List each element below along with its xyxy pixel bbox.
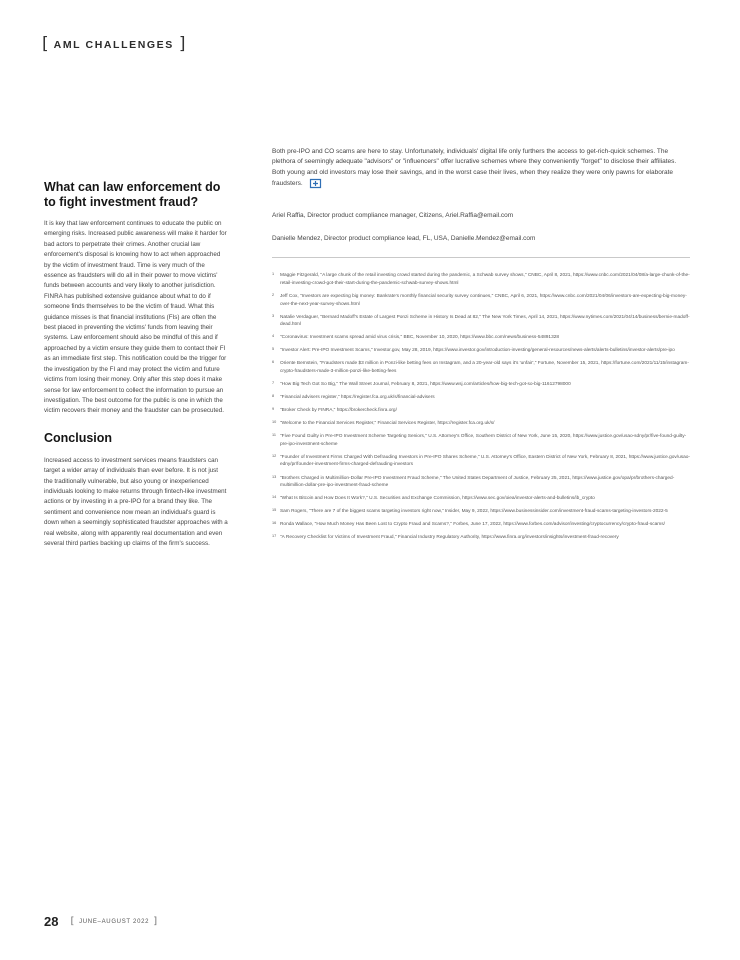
endnote-number: 12	[272, 453, 277, 458]
endnote-text: Ronda Wallace, "How Much Money Has Been Lost to Crypto Fraud and Scams?," Forbes, June 17, 2022, https://www.forbes.com/advisor/investing/cryptocurrency/crypto-fraud-scams/	[280, 522, 665, 528]
bracket-right: ]	[153, 916, 158, 927]
endnote-text: "Investor Alert: Pre-IPO Investment Scams," Investor.gov, May 28, 2019, https://www.investor.gov/introduction-investing/general-resources/news-alerts/alerts-bulletins/investor-alerts/pre-ipo	[280, 348, 675, 354]
endnote	[272, 495, 690, 503]
endnote	[272, 433, 690, 448]
endnote	[272, 420, 690, 428]
endnote	[272, 454, 690, 469]
endnote	[272, 508, 690, 516]
endnote-text: "Broker Check by FINRA," https://brokercheck.finra.org/	[280, 408, 397, 414]
endnote-text: Jeff Cox, "Investors are expecting big money: Bankrate's monthly financial security survey continues," CNBC, April 6, 2021, https://www.cnbc.com/2021/04/06/investors-are-expecting-big-money-over-the-next-year-survey-shows.html	[280, 294, 687, 307]
endnote-number: 17	[272, 534, 277, 539]
right-column	[272, 147, 690, 548]
endnote	[272, 293, 690, 308]
article-end-icon	[309, 178, 322, 189]
endnote	[272, 394, 690, 402]
endnote	[272, 314, 690, 329]
author-line: Ariel Raffia, Director product compliance manager, Citizens, Ariel.Raffia@email.com	[272, 212, 514, 220]
endnote	[272, 475, 690, 490]
endnote-number: 10	[272, 420, 277, 425]
endnote-text: Sam Rogers, "There are 7 of the biggest scams targeting investors right now," Insider, May 9, 2022, https://www.businessinsider.com/investment-fraud-scams-targeting-investors-2022-5	[280, 509, 668, 515]
endnote	[272, 360, 690, 375]
endnote-text: "A Recovery Checklist for Victims of Investment Fraud," Financial Industry Regulatory Authority, https://www.finra.org/investors/insights/investment-fraud-recovery	[280, 535, 619, 541]
body-paragraph-1: It is key that law enforcement continues to educate the public on emerging risks. Increased public awareness will make it harder for bad actors to perpetrate their crimes. Another crucial law enforcement's disposal is knowing how to act when approached by the victim of investment fraud. Time is very much of the essence as fraudsters will do all in their power to move victims' funds between accounts and very likely to another jurisdiction. FINRA has published extensive guidance about what to do if someone finds themselves to be the victim of fraud. What this guidance misses is that financial institutions (FIs) are often the best placed in preventing the victims' funds from leaving their systems. Law enforcement should also be mindful of this and if approached by a victim ensure they guide them to contact their FI as an immediate first step. This notification could be the trigger for the investigation by the FI and may protect the victim and future victims from losing their money. Only after this step does it make sense for law enforcement to collect the information to pursue an investigation. The best outcome for the public is one in which the victim recovers their money and the fraudster can be prosecuted.	[44, 220, 227, 415]
endnote-number: 7	[272, 380, 275, 385]
endnote-number: 3	[272, 313, 275, 318]
endnote-text: "Financial advisers register," https://register.fca.org.uk/s/financial-advisers	[280, 395, 435, 401]
endnote-text: Oriente Bernstein, "Fraudsters made $3 million in Ponzi-like betting fees on Instagram, and a 20-year-old says it's 'unfair'," Fortune, November 15, 2021, https://fortune.com/2021/11/15/instagram-crypto-fraudsters-made-3-million-ponzi-like-betting-fees	[280, 361, 689, 374]
endnote-number: 15	[272, 508, 277, 513]
divider	[272, 257, 690, 258]
endnote-text: "Coronavirus: Investment scams spread amid virus crisis," BBC, November 10, 2020, https://www.bbc.com/news/business-54891328	[280, 335, 559, 341]
endnote	[272, 347, 690, 355]
endnote-text: Maggie Fitzgerald, "A large chunk of the retail investing crowd started during the pandemic, a Schwab survey shows," CNBC, April 8, 2021, https://www.cnbc.com/2021/04/08/a-large-chunk-of-the-retail-investing-crowd-got-their-start-during-the-pandemic-schwab-survey-shows.html	[280, 273, 690, 286]
page-number: 28	[44, 914, 59, 929]
left-column	[44, 180, 228, 549]
intro-paragraph	[272, 147, 690, 189]
section-heading: What can law enforcement do to fight investment fraud?	[44, 180, 221, 209]
endnote-number: 13	[272, 474, 277, 479]
endnote	[272, 272, 690, 287]
endnote	[272, 407, 690, 415]
author-line: Danielle Mendez, Director product compliance lead, FL, USA, Danielle.Mendez@email.com	[272, 235, 536, 243]
publication-date: JUNE–AUGUST 2022	[79, 918, 150, 925]
endnote-text: "What Is Bitcoin and How Does It Work?," U.S. Securities and Exchange Commission, https://www.sec.gov/oiea/investor-alerts-and-bulletins/ib_crypto	[280, 496, 595, 502]
endnote-number: 2	[272, 293, 275, 297]
endnote-number: 1	[272, 272, 275, 277]
page-footer	[44, 914, 158, 929]
section-header	[42, 36, 186, 53]
section-label: AML CHALLENGES	[53, 38, 174, 51]
conclusion-heading: Conclusion	[44, 430, 113, 445]
body-paragraph-2: Increased access to investment services means fraudsters can target a wider array of individuals than ever before. It is not just the traditionally vulnerable, but also young or inexperienced individuals looking to make returns through fintech-like investment actions or by investing in a pre-IPO for a brand they like. The sentiment and convenience now mean an individual's guard is down when a seemingly sophisticated fraudster approaches with a real website, along with apparently real documentation and even several third parties backing up claims of the firm's success.	[44, 456, 228, 547]
endnote-text: "Five Found Guilty in Pre-IPO Investment Scheme Targeting Seniors," U.S. Attorney's Office, Southern District of New York, June 15, 2020, https://www.justice.gov/usao-sdny/pr/five-found-guilty-pre-ipo-investment-scheme	[280, 434, 687, 447]
endnote-number: 8	[272, 394, 275, 399]
endnote-number: 5	[272, 347, 275, 352]
endnote-number: 6	[272, 360, 275, 365]
intro-text: Both pre-IPO and CO scams are here to stay. Unfortunately, individuals' digital life only furthers the access to get-rich-quick schemes. The plethora of seemingly adequate "advisors" or "influencers" offer lucrative schemes where they conveniently "forget" to disclose their affiliates. Both young and old investors may lose their savings, and in the worst case their lives, when they realize they were only pawns for elaborate fraudsters.	[272, 148, 677, 188]
endnote-number: 4	[272, 334, 275, 339]
endnote-text: "Brothers Charged in Multimillion-Dollar Pre-IPO Investment Fraud Scheme," The United States Department of Justice, February 25, 2021, https://www.justice.gov/opa/pr/brothers-charged-multimillion-dollar-pre-ipo-investment-fraud-scheme	[280, 475, 675, 489]
endnote-number: 9	[272, 407, 275, 412]
endnote	[272, 534, 690, 542]
endnote-number: 14	[272, 495, 277, 500]
bracket-left: [	[42, 34, 49, 54]
endnote-number: 11	[272, 433, 276, 438]
publication-tag	[70, 916, 157, 927]
endnote-text: "How Big Tech Got So Big," The Wall Street Journal, February 8, 2021, https://www.wsj.com/articles/how-big-tech-got-so-big-11612798000	[280, 381, 571, 387]
endnote-number: 16	[272, 521, 277, 526]
endnote	[272, 334, 690, 342]
bracket-right: ]	[178, 34, 186, 54]
endnote	[272, 521, 690, 529]
endnotes	[272, 272, 690, 542]
bracket-left: [	[70, 916, 76, 927]
endnote-text: Natalie Verdaguer, "Bernard Madoff's Estate of Largest Ponzi Scheme in History Is Dead at 82," The New York Times, April 14, 2021, https://www.nytimes.com/2021/04/14/business/bernie-madoff-dead.html	[280, 314, 690, 328]
author-block	[272, 211, 690, 244]
endnote-text: "Founder of Investment Firms Charged With Defrauding Investors in Pre-IPO Shares Scheme," U.S. Attorney's Office, Eastern District of New York, February 8, 2021, https://www.justice.gov/usao-edny/pr/founder-investment-firms-charged-defrauding-investors	[280, 454, 690, 468]
endnote	[272, 381, 690, 389]
endnote-text: "Welcome to the Financial Services Register," Financial Services Register, https://register.fca.org.uk/s/	[280, 421, 495, 427]
